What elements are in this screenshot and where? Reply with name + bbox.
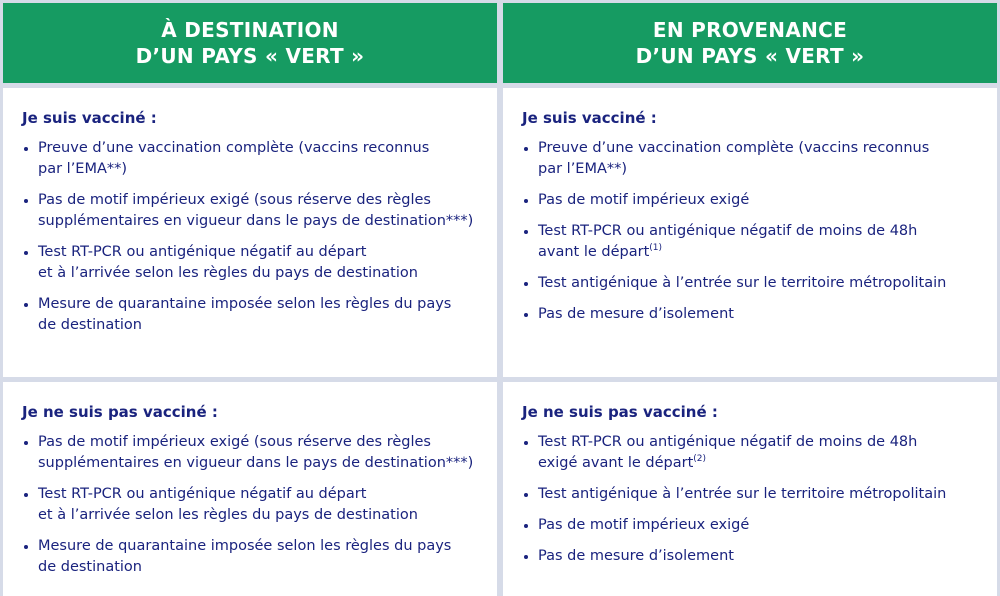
item-line: [538, 242, 981, 263]
list-item: [22, 432, 481, 474]
cell-title: Je ne suis pas vacciné :: [22, 403, 218, 421]
list-item: [522, 515, 981, 536]
list-item: [522, 190, 981, 211]
item-line: Pas de mesure d’isolement: [538, 548, 734, 564]
header-line-1: EN PROVENANCE: [652, 18, 848, 42]
header-line-2: D’UN PAYS « VERT »: [135, 44, 365, 68]
rule-list: [22, 432, 481, 578]
item-line: et à l’arrivée selon les règles du pays de destination: [38, 265, 418, 281]
item-line: Pas de mesure d’isolement: [538, 306, 734, 322]
header-line-1: À DESTINATION: [161, 18, 339, 42]
cell-destination-not-vaccinated: [3, 382, 497, 596]
list-item: [22, 190, 481, 232]
item-line: supplémentaires en vigueur dans le pays de destination***): [38, 455, 474, 471]
item-line: Test RT-PCR ou antigénique négatif au départ: [38, 486, 367, 502]
item-line: Test RT-PCR ou antigénique négatif de moins de 48h: [538, 434, 918, 450]
rule-list: [522, 432, 981, 567]
list-item: [22, 242, 481, 284]
footnote-mark: (1): [649, 243, 663, 254]
item-text: avant le départ: [538, 244, 650, 260]
list-item: [522, 221, 981, 263]
rule-list: [522, 138, 981, 325]
item-line: Mesure de quarantaine imposée selon les règles du pays: [38, 296, 452, 312]
item-line: et à l’arrivée selon les règles du pays de destination: [38, 507, 418, 523]
rule-list: [22, 138, 481, 336]
item-line: Mesure de quarantaine imposée selon les règles du pays: [38, 538, 452, 554]
item-line: Preuve d’une vaccination complète (vaccins reconnus: [538, 140, 930, 156]
list-item: [522, 484, 981, 505]
item-line: Test RT-PCR ou antigénique négatif au départ: [38, 244, 367, 260]
list-item: [522, 432, 981, 474]
header-destination: [3, 3, 497, 83]
item-line: de destination: [38, 317, 142, 333]
item-line: Pas de motif impérieux exigé (sous réserve des règles: [38, 192, 431, 208]
header-line-2: D’UN PAYS « VERT »: [635, 44, 865, 68]
list-item: [522, 546, 981, 567]
cell-title: Je suis vacciné :: [522, 109, 657, 127]
item-line: de destination: [38, 559, 142, 575]
item-line: Pas de motif impérieux exigé: [538, 192, 750, 208]
item-line: par l’EMA**): [538, 161, 628, 177]
item-line: Test antigénique à l’entrée sur le territoire métropolitain: [538, 486, 947, 502]
item-line: Test antigénique à l’entrée sur le territoire métropolitain: [538, 275, 947, 291]
list-item: [22, 484, 481, 526]
list-item: [522, 138, 981, 180]
list-item: [522, 304, 981, 325]
list-item: [22, 536, 481, 578]
header-provenance: [503, 3, 997, 83]
cell-title: Je ne suis pas vacciné :: [522, 403, 718, 421]
cell-provenance-not-vaccinated: [503, 382, 997, 596]
item-line: Pas de motif impérieux exigé (sous réserve des règles: [38, 434, 431, 450]
footnote-mark: (2): [693, 454, 707, 465]
item-line: Pas de motif impérieux exigé: [538, 517, 750, 533]
list-item: [22, 138, 481, 180]
item-line: Preuve d’une vaccination complète (vaccins reconnus: [38, 140, 430, 156]
item-line: par l’EMA**): [38, 161, 128, 177]
item-line: supplémentaires en vigueur dans le pays de destination***): [38, 213, 474, 229]
item-line: Test RT-PCR ou antigénique négatif de moins de 48h: [538, 223, 918, 239]
item-line: [538, 453, 981, 474]
cell-title: Je suis vacciné :: [22, 109, 157, 127]
list-item: [522, 273, 981, 294]
cell-provenance-vaccinated: [503, 88, 997, 377]
item-text: exigé avant le départ: [538, 455, 694, 471]
list-item: [22, 294, 481, 336]
cell-destination-vaccinated: [3, 88, 497, 377]
